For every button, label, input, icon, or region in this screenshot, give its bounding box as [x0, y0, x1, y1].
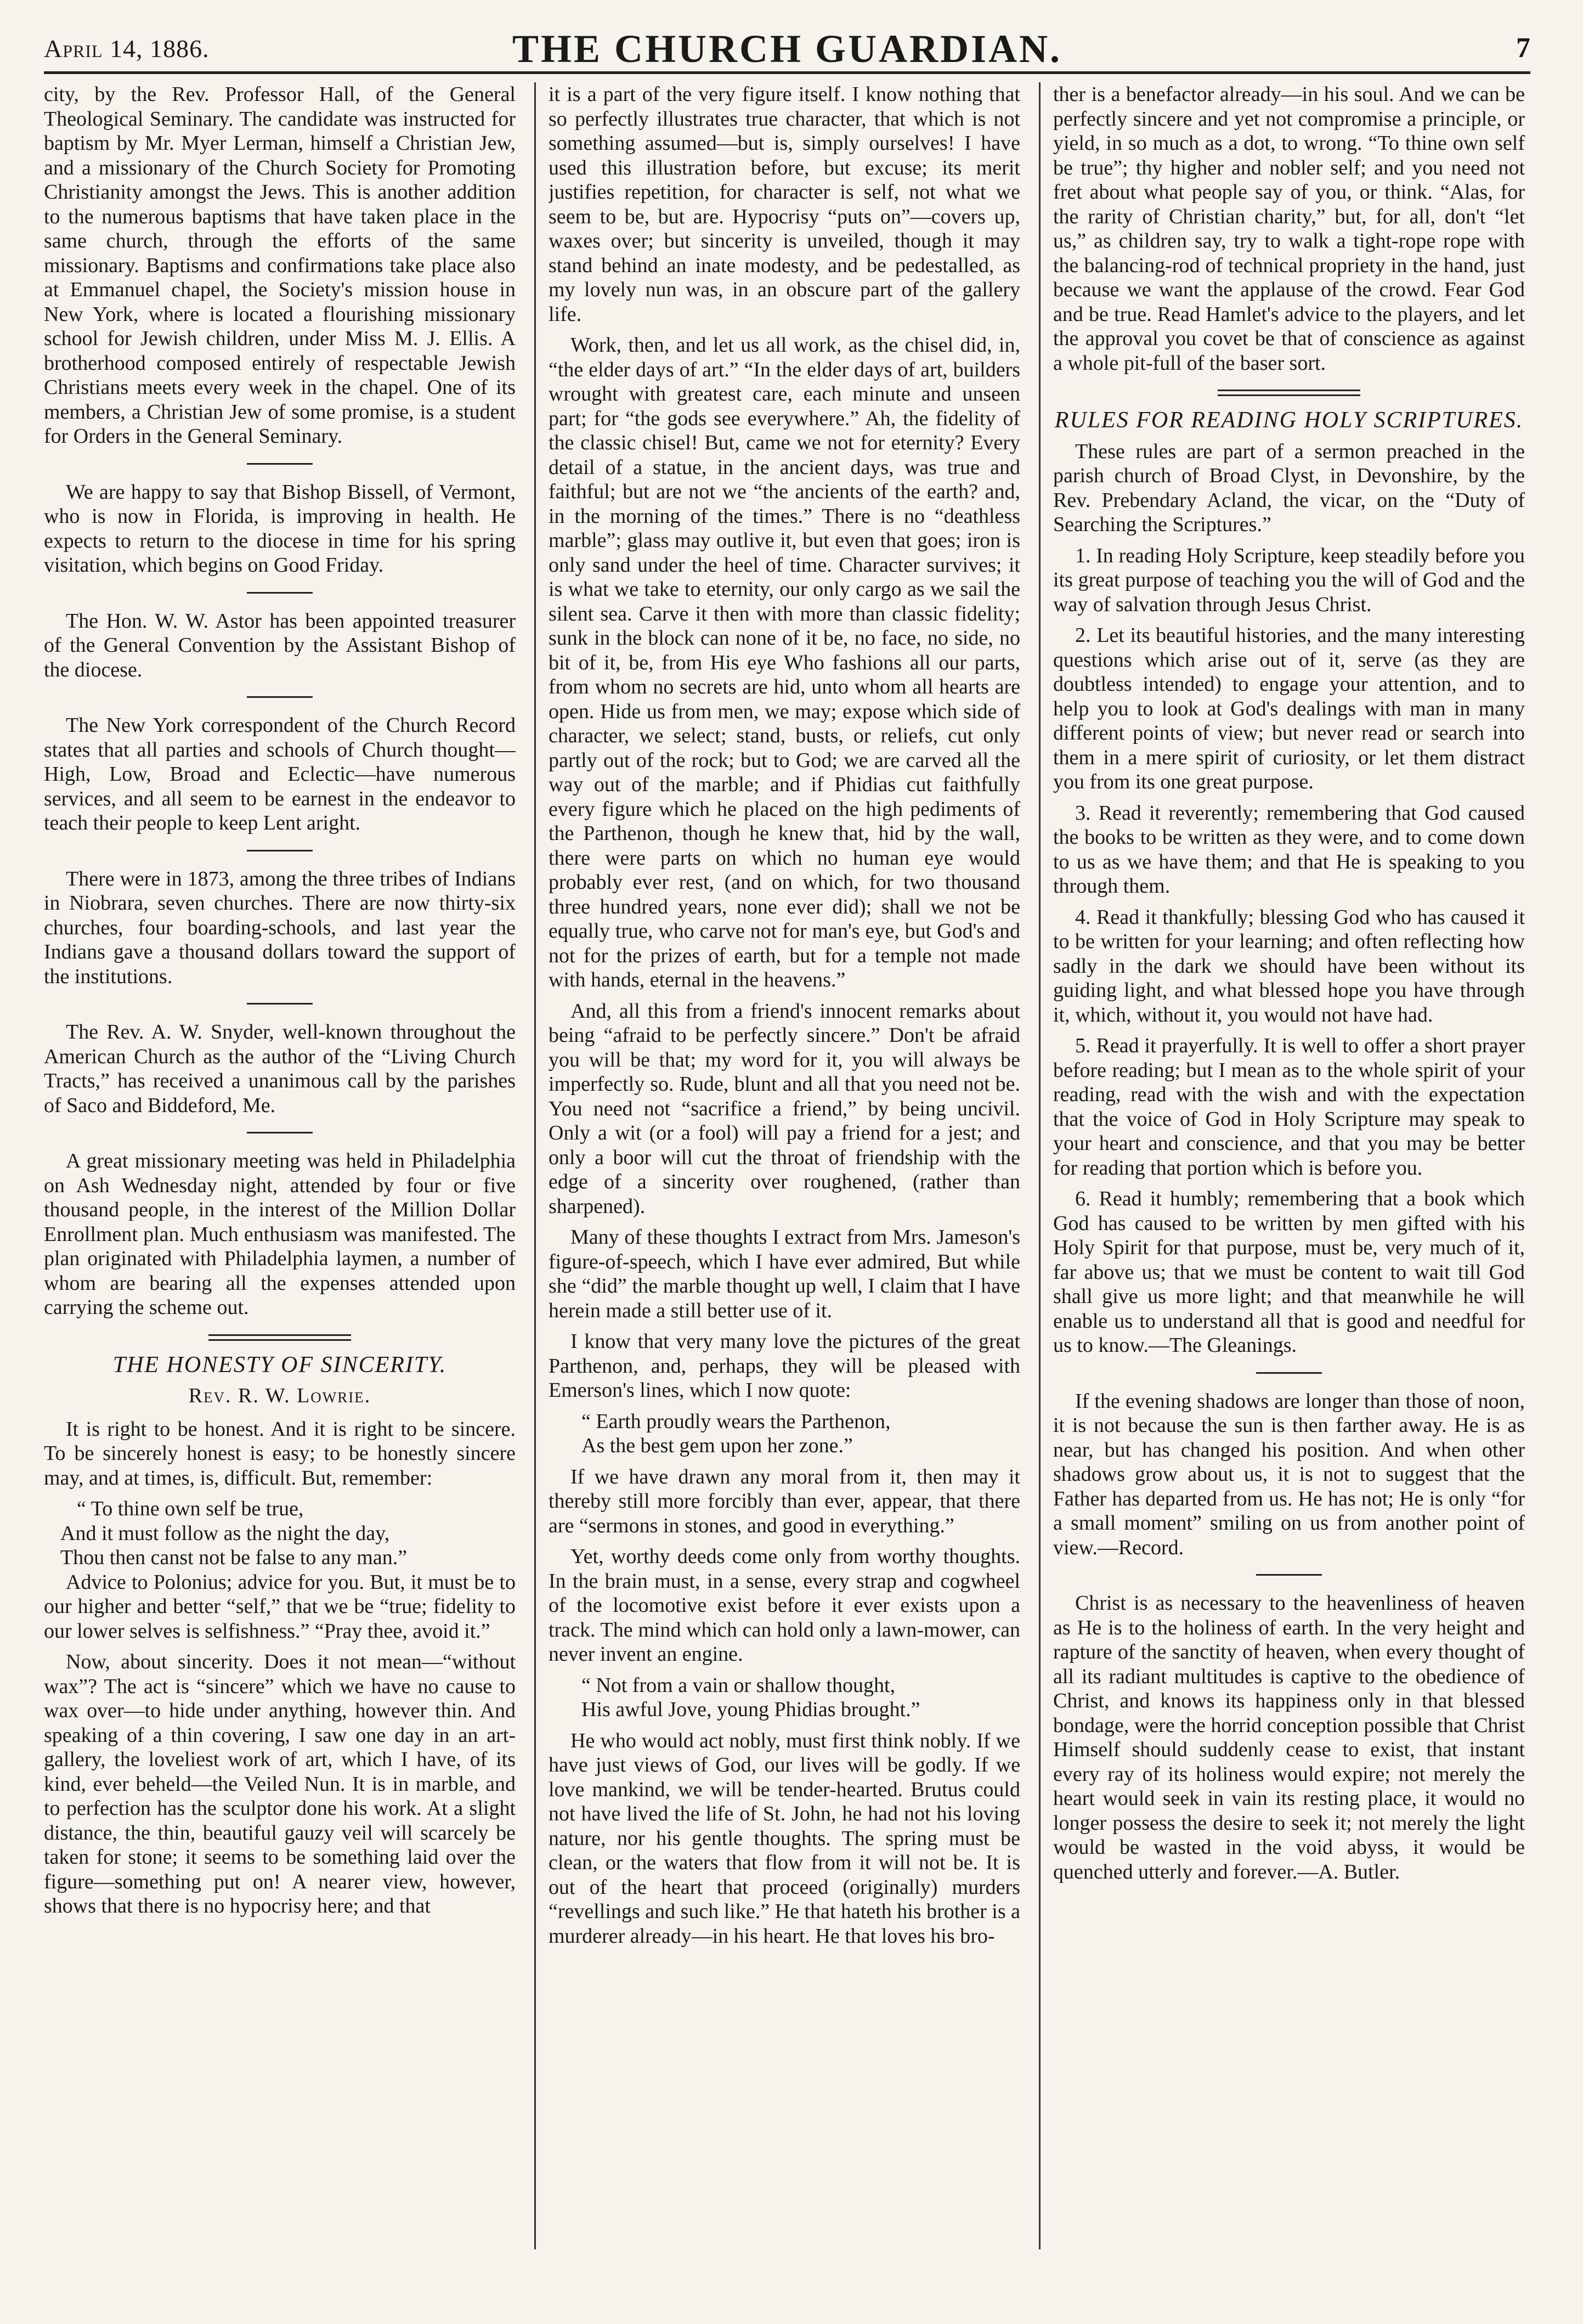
column-2 — [549, 82, 1020, 2249]
separator — [247, 1003, 313, 1005]
rule-item: 3. Read it reverently; remembering that God caused the books to be written as they were, and to come down to us as we have them; and that He is speaking to you through them. — [1053, 801, 1525, 898]
verse-line: His awful Jove, young Phidias brought.” — [581, 1698, 920, 1721]
article-paragraph: Many of these thoughts I extract from Mrs. Jameson's figure-of-speech, which I have ever admired, But while she “did” the marble thought up well, I claim that I have herein made a still better use of it. — [549, 1226, 1020, 1322]
article-paragraph: ther is a benefactor already—in his soul. And we can be perfectly sincere and yet not compromise a principle, or yield, in so much as a dot, to wrong. “To thine own self be true”; thy higher and nobler self; and you need not fret about what people say of you, or think. “Alas, for the rarity of Christian charity,” but, for all, don't “let us,” as children say, try to walk a tight-rope rope with the balancing-rod of technical propriety in the hand, just because we want the applause of the crowd. Fear God and be true. Read Hamlet's advice to the players, and let the approval you covet be that of conscience as against a whole pit-full of the baser sort. — [1053, 83, 1525, 375]
issue-date: April 14, 1886. — [44, 35, 210, 63]
article-paragraph: I know that very many love the pictures of the great Parthenon, and, perhaps, they will be pleased with Emerson's lines, which I now quote: — [549, 1330, 1020, 1402]
separator — [247, 1132, 313, 1133]
article-paragraph: Advice to Polonius; advice for you. But, it must be to our higher and better “self,” that we be “true; fidelity to our lower selves is selfishness.” “Pray thee, avoid it.” — [44, 1570, 516, 1643]
article-paragraph: It is right to be honest. And it is right to be sincere. To be sincerely honest is easy; to be honestly sincere may, and at times, is, difficult. But, remember: — [44, 1417, 516, 1490]
verse-line: “ Not from a vain or shallow thought, — [581, 1673, 896, 1697]
news-item: We are happy to say that Bishop Bissell, of Vermont, who is now in Florida, is improving in health. He expects to return to the diocese in time for his spring visitation, which begins on Good Friday. — [44, 480, 516, 577]
article-paragraph: Work, then, and let us all work, as the chisel did, in, “the elder days of art.” “In the elder days of art, builders wrought with greatest care, each minute and unseen part; for “the gods see everywhere.” Ah, the fidelity of the classic chisel! But, came we not for eternity? Every detail of a statue, in the ancient days, was true and faithful; but are not we “the ancients of the earth? and, in the morning of the times.” There is no “deathless marble”; glass may outlive it, but even that goes; iron is only sand under the heel of time. Character survives; it is what we take to eternity, our only cargo as we sail the silent sea. Carve it then with more than classic fidelity; sunk in the block can none of it be, no face, no side, no bit of it, be, from His eye Who fashions all our parts, from whom no secrets are hid, unto whom all hearts are open. Hide us from men, we may; expose which side of character, we select; stand, busts, or reliefs, cut only partly out of the rock; but to God; we are carved all the way out of the marble; and if Phidias cut faithfully every figure which he placed on the high pediments of the Parthenon, though he knew that, hid by the wall, there were parts on which no human eye would probably ever rest, (and on which, for two thousand three hundred years, none ever did); shall we not be equally true, who carve not for man's eye, but God's and not for the prizes of earth, but for a temple not made with hands, eternal in the heavens.” — [549, 334, 1020, 991]
separator — [247, 463, 313, 465]
article-paragraph: And, all this from a friend's innocent remarks about being “afraid to be perfectly sincere.” Don't be afraid you will be that; my word for it, you will always be imperfectly so. Rude, blunt and all that you need not be. You need not “sacrifice a friend,” by being uncivil. Only a wit (or a fool) will pay a friend for a jest; and only a boor will cut the throat of friendship with the edge of a sincerity over roughened, (rather than sharpened). — [549, 999, 1020, 1218]
news-item: The Rev. A. W. Snyder, well-known throughout the American Church as the author of the “Living Church Tracts,” has received a unanimous call by the parishes of Saco and Biddeford, Me. — [44, 1020, 516, 1117]
column-rule — [1039, 82, 1041, 2249]
article-paragraph: He who would act nobly, must first think nobly. If we have just views of God, our lives will be godly. If we love mankind, we will be tender-hearted. Brutus could not have lived the life of St. John, he had not his loving nature, nor his gentle thoughts. The spring must be clean, or the waters that flow from it will not be. It is out of the heart that proceed (originally) murders “revellings and such like.” He that hateth his brother is a murderer already—in his heart. He that loves his bro- — [549, 1729, 1020, 1948]
news-item: A great missionary meeting was held in Philadelphia on Ash Wednesday night, attended by four or five thousand people, in the interest of the Million Dollar Enrollment plan. Much enthusiasm was manifested. The plan originated with Philadelphia laymen, a number of whom are bearing all the expenses attended upon carrying the scheme out. — [44, 1149, 516, 1319]
verse-line: “ Earth proudly wears the Parthenon, — [581, 1409, 891, 1433]
article-paragraph: Now, about sincerity. Does it not mean—“without wax”? The act is “sincere” which we have no cause to wax over—to hide under anything, however thin. And speaking of a thin covering, I saw one day in an art-gallery, the loveliest work of art, which I have, of its kind, ever beheld—the Veiled Nun. It is in marble, and to perfection has the sculptor done his work. At a slight distance, the thin, beautiful gauzy veil will scarcely be taken for stone; it seems to be something laid over the figure—something put on! A nearer view, however, shows that there is no hypocrisy here; and that — [44, 1650, 516, 1917]
rule-item: 6. Read it humbly; remembering that a book which God has caused to be written by men gifted with his Holy Spirit for that purpose, must be, very much of it, far above us; that we must be content to wait till God shall give us more light; and that meanwhile he will enable us to understand all that is good and needful for us to know.—The Gleanings. — [1053, 1187, 1525, 1357]
news-item: The New York correspondent of the Church Record states that all parties and schools of Church thought—High, Low, Broad and Eclectic—have numerous services, and all seem to be earnest in the endeavor to teach their people to keep Lent aright. — [44, 714, 516, 834]
verse-line: “ To thine own self be true, — [77, 1497, 304, 1520]
news-item: There were in 1873, among the three tribes of Indians in Niobrara, seven churches. There are now thirty-six churches, four boarding-schools, and last year the Indians gave a thousand dollars toward the support of the institutions. — [44, 867, 516, 988]
article-byline: Rev. R. W. Lowrie. — [188, 1384, 371, 1407]
masthead — [44, 22, 1530, 74]
article-heading: RULES FOR READING HOLY SCRIPTURES. — [1054, 408, 1524, 433]
article-heading: THE HONESTY OF SINCERITY. — [112, 1352, 447, 1378]
article-paragraph: Yet, worthy deeds come only from worthy thoughts. In the brain must, in a sense, every strap and cogwheel of the locomotive exist before it ever exists upon a track. The mind which can hold only a lawn-mower, can never invent an engine. — [549, 1545, 1020, 1666]
news-item: Christ is as necessary to the heavenliness of heaven as He is to the holiness of earth. In the very height and rapture of the sanctity of heaven, when every thought of all its radiant multitudes is captive to the obedience of Christ, and knows its happiness only in that blessed bondage, were the horrid conception possible that Christ Himself should suddenly cease to exist, that instant every ray of its holiness would expire; not merely the heart would seek in vain its resting place, it would no longer possess the desire to seek it; not merely the light would be wasted in the void abyss, it would be quenched utterly and forever.—A. Butler. — [1053, 1592, 1525, 1883]
rule-item: 4. Read it thankfully; blessing God who has caused it to be written for your learning; and often reflecting how sadly in the dark we should have been without its guiding light, and what blessed hope you have through it, which, without it, you would not have had. — [1053, 905, 1525, 1026]
column-3 — [1053, 82, 1525, 2249]
double-rule — [208, 1334, 351, 1341]
separator — [247, 696, 313, 698]
article-paragraph: it is a part of the very figure itself. I know nothing that so perfectly illustrates true character, that which is not something assumed—but is, simply ourselves! I have used this illustration before, but excuse; its merit justifies repetition, for character is self, not what we seem to be, but are. Hypocrisy “puts on”—covers up, waxes over; but sincerity is unveiled, though it may stand behind an inate modesty, and be pedestalled, as my lovely nun was, in an obscure part of the gallery life. — [549, 83, 1020, 326]
verse-line: And it must follow as the night the day, — [60, 1521, 390, 1545]
news-item: If the evening shadows are longer than those of noon, it is not because the sun is then farther away. He is as near, but has changed his position. And when other shadows grow about us, it is not to suggest that the Father has departed from us. He has not; He is only “for a small moment” smiling on us from another point of view.—Record. — [1053, 1389, 1525, 1559]
article-paragraph: These rules are part of a sermon preached in the parish church of Broad Clyst, in Devonshire, by the Rev. Prebendary Acland, the vicar, on the “Duty of Searching the Scriptures.” — [1053, 439, 1525, 536]
double-rule — [1218, 390, 1360, 396]
separator — [1256, 1574, 1322, 1576]
newspaper-title: THE CHURCH GUARDIAN. — [512, 27, 1062, 71]
rule-item: 2. Let its beautiful histories, and the many interesting questions which arise out of it, serve (as they are doubtless intended) to engage your attention, and to help you to look at God's dealings with man in many different points of view; but never read or search into them in a mere spirit of curiosity, or let them distract you from its one great purpose. — [1053, 624, 1525, 793]
rule-item: 5. Read it prayerfully. It is well to offer a short prayer before reading; but I mean as to the whole spirit of your reading, read with the wish and with the expectation that the voice of God in Holy Scripture may speak to your heart and conscience, and that you may be better for reading that portion which is before you. — [1053, 1034, 1525, 1180]
rule-item: 1. In reading Holy Scripture, keep steadily before you its great purpose of teaching you the will of God and the way of salvation through Jesus Christ. — [1053, 544, 1525, 616]
separator — [1256, 1372, 1322, 1374]
verse-line: Thou then canst not be false to any man.” — [60, 1546, 408, 1569]
verse-line: As the best gem upon her zone.” — [581, 1434, 853, 1457]
article-paragraph: If we have drawn any moral from it, then may it thereby still more forcibly than ever, appear, that there are “sermons in stones, and good in everything.” — [549, 1465, 1020, 1537]
column-1 — [44, 82, 516, 2249]
column-rule — [534, 82, 536, 2249]
news-item: The Hon. W. W. Astor has been appointed treasurer of the General Convention by the Assistant Bishop of the diocese. — [44, 609, 516, 681]
page-number: 7 — [1516, 32, 1530, 64]
separator — [247, 850, 313, 851]
article-paragraph: city, by the Rev. Professor Hall, of the General Theological Seminary. The candidate was instructed for baptism by Mr. Myer Lerman, himself a Christian Jew, and a missionary of the Church Society for Promoting Christianity amongst the Jews. This is another addition to the numerous baptisms that have taken place in the same church, through the efforts of the same missionary. Baptisms and confirmations take place also at Emmanuel chapel, the Society's mission house in New York, where is located a flourishing missionary school for Jewish children, under Miss M. J. Ellis. A brotherhood composed entirely of respectable Jewish Christians meets every week in the chapel. One of its members, a Christian Jew of some promise, is a student for Orders in the General Seminary. — [44, 83, 516, 448]
separator — [247, 592, 313, 594]
